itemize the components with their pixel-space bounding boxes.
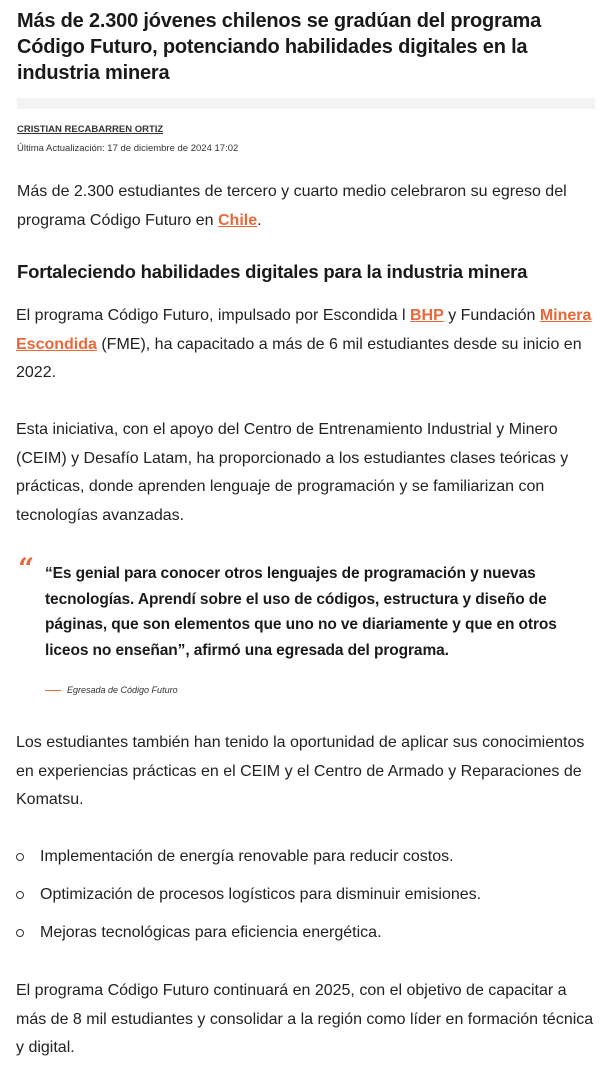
author-link[interactable]: CRISTIAN RECABARREN ORTIZ bbox=[17, 124, 164, 135]
lead-text-before: Más de 2.300 estudiantes de tercero y cuarto medio celebraron su egreso del programa Código Futuro en bbox=[17, 183, 567, 229]
list-item-text: Optimización de procesos logísticos para disminuir emisiones. bbox=[40, 886, 482, 903]
list-item bbox=[16, 843, 596, 881]
list-item-text: Implementación de energía renovable para reducir costos. bbox=[40, 848, 454, 865]
paragraph-program bbox=[16, 302, 600, 388]
bullet-circle-icon bbox=[16, 929, 24, 937]
article-headline: Más de 2.300 jóvenes chilenos se gradúan del programa Código Futuro, potenciando habilidades digitales en la industria minera bbox=[17, 10, 542, 84]
chile-link[interactable]: Chile bbox=[218, 211, 258, 229]
project-list bbox=[16, 843, 596, 957]
bullet-circle-icon bbox=[16, 891, 24, 899]
header-divider bbox=[17, 98, 595, 109]
section-heading: Fortaleciendo habilidades digitales para la industria minera bbox=[17, 261, 528, 282]
bullet-circle-icon bbox=[16, 853, 24, 861]
list-item bbox=[16, 881, 596, 919]
list-item-text: Mejoras tecnológicas para eficiencia energética. bbox=[40, 924, 382, 941]
minera-escondida-link[interactable]: Minera Escondida bbox=[16, 307, 592, 353]
paragraph-program-part3: (FME), ha capacitado a más de 6 mil estudiantes desde su inicio en 2022. bbox=[16, 335, 582, 381]
pull-quote: “Es genial para conocer otros lenguajes de programación y nuevas tecnologías. Aprendí sobre el uso de códigos, estructura y diseño de páginas, que son elementos que uno no ve diariamente y que en otros liceos no enseñan”, afirmó una egresada del programa. bbox=[45, 565, 557, 659]
quote-mark-icon: “ bbox=[18, 552, 35, 585]
bhp-link[interactable]: BHP bbox=[409, 307, 444, 324]
lead-text-after: . bbox=[257, 211, 262, 229]
paragraph-program-part1: El programa Código Futuro, impulsado por Escondida l bbox=[16, 307, 410, 324]
paragraph-initiative: Esta iniciativa, con el apoyo del Centro de Entrenamiento Industrial y Minero (CEIM) y Desafío Latam, ha proporcionado a los estudiantes clases teóricas y prácticas, donde aprenden lenguaje de programación y se familiarizan con tecnologías avanzadas. bbox=[16, 421, 569, 524]
citation-dash bbox=[45, 690, 61, 691]
updated-timestamp: Última Actualización: 17 de diciembre de 2024 17:02 bbox=[17, 143, 239, 154]
paragraph-future: El programa Código Futuro continuará en 2025, con el objetivo de capacitar a más de 8 mil estudiantes y consolidar a la región como líder en formación técnica y digital. bbox=[16, 982, 594, 1056]
paragraph-practice: Los estudiantes también han tenido la oportunidad de aplicar sus conocimientos en experiencias prácticas en el CEIM y el Centro de Armado y Reparaciones de Komatsu. bbox=[16, 734, 585, 808]
list-item bbox=[16, 919, 596, 957]
lead-paragraph bbox=[17, 178, 599, 235]
paragraph-program-part2: y Fundación bbox=[443, 307, 540, 324]
quote-citation: Egresada de Código Futuro bbox=[67, 685, 178, 695]
